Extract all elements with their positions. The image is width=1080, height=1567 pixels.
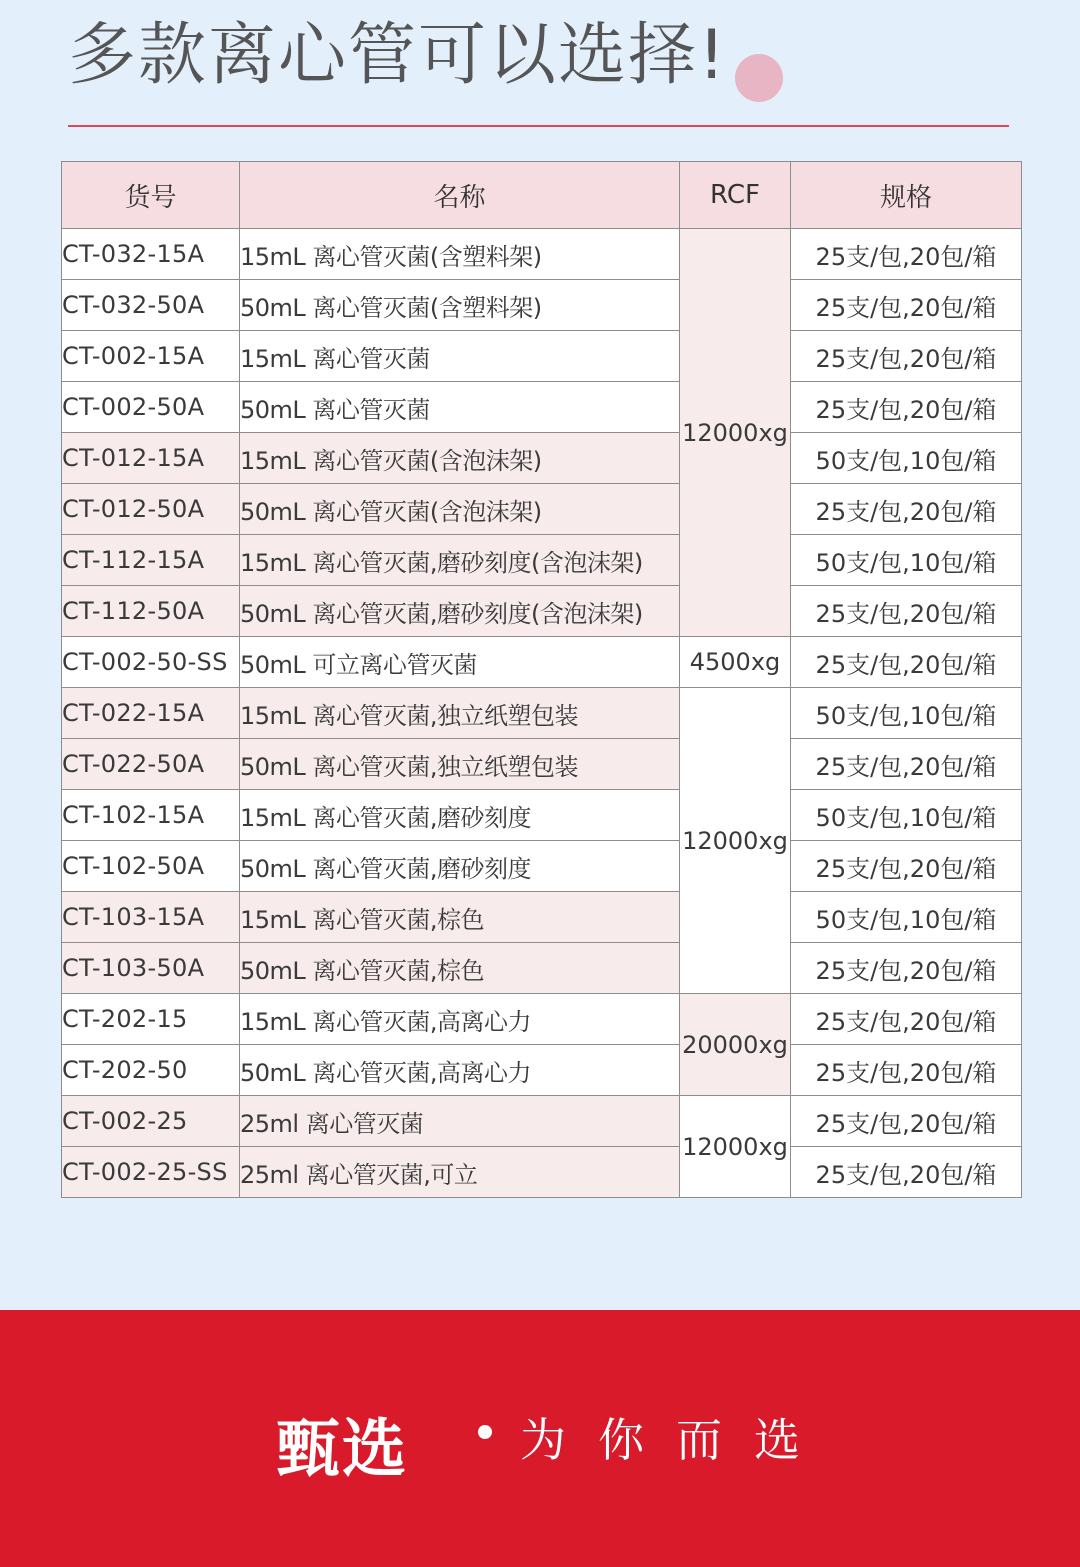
- table-row: [62, 229, 1022, 280]
- cell-name: 15mL 离心管灭菌,磨砂刻度(含泡沫架): [240, 535, 680, 586]
- footer-brand: 甄选: [276, 1413, 408, 1487]
- table-row: [62, 688, 1022, 739]
- page-title: 多款离心管可以选择!: [68, 16, 728, 95]
- cell-spec: 25支/包,20包/箱: [791, 331, 1022, 382]
- cell-code: CT-112-50A: [62, 586, 240, 637]
- table-row: [62, 1045, 1022, 1096]
- cell-name: 15mL 离心管灭菌,棕色: [240, 892, 680, 943]
- cell-spec: 25支/包,20包/箱: [791, 1045, 1022, 1096]
- cell-code: CT-032-15A: [62, 229, 240, 280]
- cell-name: 50mL 离心管灭菌,独立纸塑包装: [240, 739, 680, 790]
- cell-rcf: 20000xg: [680, 994, 791, 1096]
- title-area: [68, 14, 727, 114]
- product-spec-table: [61, 161, 1022, 1198]
- cell-name: 50mL 离心管灭菌,棕色: [240, 943, 680, 994]
- cell-spec: 25支/包,20包/箱: [791, 229, 1022, 280]
- cell-spec: 50支/包,10包/箱: [791, 892, 1022, 943]
- cell-spec: 25支/包,20包/箱: [791, 484, 1022, 535]
- table-row: [62, 841, 1022, 892]
- cell-code: CT-012-15A: [62, 433, 240, 484]
- footer-separator-dot: [478, 1425, 492, 1439]
- cell-spec: 25支/包,20包/箱: [791, 637, 1022, 688]
- header-name: 名称: [240, 162, 680, 229]
- table-row: [62, 484, 1022, 535]
- cell-code: CT-002-50-SS: [62, 637, 240, 688]
- header-spec: 规格: [791, 162, 1022, 229]
- table-row: [62, 586, 1022, 637]
- table-row: [62, 994, 1022, 1045]
- table-row: [62, 535, 1022, 586]
- table-header-row: [62, 162, 1022, 229]
- cell-name: 25ml 离心管灭菌: [240, 1096, 680, 1147]
- cell-rcf: 4500xg: [680, 637, 791, 688]
- table-row: [62, 331, 1022, 382]
- cell-code: CT-022-15A: [62, 688, 240, 739]
- cell-spec: 25支/包,20包/箱: [791, 382, 1022, 433]
- header-rcf: RCF: [680, 162, 791, 229]
- cell-code: CT-002-15A: [62, 331, 240, 382]
- header-code: 货号: [62, 162, 240, 229]
- cell-spec: 50支/包,10包/箱: [791, 433, 1022, 484]
- title-decoration-dot: [735, 54, 783, 102]
- cell-spec: 25支/包,20包/箱: [791, 994, 1022, 1045]
- cell-code: CT-002-25: [62, 1096, 240, 1147]
- cell-name: 15mL 离心管灭菌,磨砂刻度: [240, 790, 680, 841]
- cell-spec: 25支/包,20包/箱: [791, 943, 1022, 994]
- cell-name: 15mL 离心管灭菌,独立纸塑包装: [240, 688, 680, 739]
- cell-name: 15mL 离心管灭菌: [240, 331, 680, 382]
- cell-name: 15mL 离心管灭菌(含泡沫架): [240, 433, 680, 484]
- cell-spec: 25支/包,20包/箱: [791, 1147, 1022, 1198]
- cell-name: 50mL 离心管灭菌(含泡沫架): [240, 484, 680, 535]
- cell-spec: 25支/包,20包/箱: [791, 586, 1022, 637]
- cell-name: 50mL 离心管灭菌,高离心力: [240, 1045, 680, 1096]
- cell-name: 50mL 离心管灭菌(含塑料架): [240, 280, 680, 331]
- cell-spec: 50支/包,10包/箱: [791, 790, 1022, 841]
- cell-rcf: 12000xg: [680, 688, 791, 994]
- table-row: [62, 1147, 1022, 1198]
- table-row: [62, 943, 1022, 994]
- cell-name: 50mL 离心管灭菌,磨砂刻度: [240, 841, 680, 892]
- cell-code: CT-002-25-SS: [62, 1147, 240, 1198]
- cell-code: CT-102-15A: [62, 790, 240, 841]
- table-body: [62, 229, 1022, 1198]
- table-row: [62, 739, 1022, 790]
- table-row: [62, 433, 1022, 484]
- cell-rcf: 12000xg: [680, 229, 791, 637]
- table-row: [62, 892, 1022, 943]
- cell-code: CT-022-50A: [62, 739, 240, 790]
- cell-spec: 50支/包,10包/箱: [791, 688, 1022, 739]
- cell-spec: 50支/包,10包/箱: [791, 535, 1022, 586]
- table-row: [62, 790, 1022, 841]
- cell-code: CT-002-50A: [62, 382, 240, 433]
- footer-slogan: 为你而选: [520, 1413, 832, 1467]
- cell-code: CT-202-15: [62, 994, 240, 1045]
- cell-spec: 25支/包,20包/箱: [791, 739, 1022, 790]
- footer-banner: [0, 1310, 1080, 1567]
- cell-name: 25ml 离心管灭菌,可立: [240, 1147, 680, 1198]
- cell-code: CT-102-50A: [62, 841, 240, 892]
- cell-name: 50mL 可立离心管灭菌: [240, 637, 680, 688]
- cell-name: 15mL 离心管灭菌,高离心力: [240, 994, 680, 1045]
- title-divider: [68, 125, 1009, 127]
- table-row: [62, 382, 1022, 433]
- cell-name: 50mL 离心管灭菌: [240, 382, 680, 433]
- cell-spec: 25支/包,20包/箱: [791, 841, 1022, 892]
- cell-code: CT-112-15A: [62, 535, 240, 586]
- table-row: [62, 637, 1022, 688]
- cell-name: 50mL 离心管灭菌,磨砂刻度(含泡沫架): [240, 586, 680, 637]
- cell-code: CT-103-15A: [62, 892, 240, 943]
- cell-rcf: 12000xg: [680, 1096, 791, 1198]
- cell-spec: 25支/包,20包/箱: [791, 1096, 1022, 1147]
- cell-spec: 25支/包,20包/箱: [791, 280, 1022, 331]
- cell-code: CT-032-50A: [62, 280, 240, 331]
- table-row: [62, 280, 1022, 331]
- cell-name: 15mL 离心管灭菌(含塑料架): [240, 229, 680, 280]
- cell-code: CT-103-50A: [62, 943, 240, 994]
- table-row: [62, 1096, 1022, 1147]
- cell-code: CT-012-50A: [62, 484, 240, 535]
- cell-code: CT-202-50: [62, 1045, 240, 1096]
